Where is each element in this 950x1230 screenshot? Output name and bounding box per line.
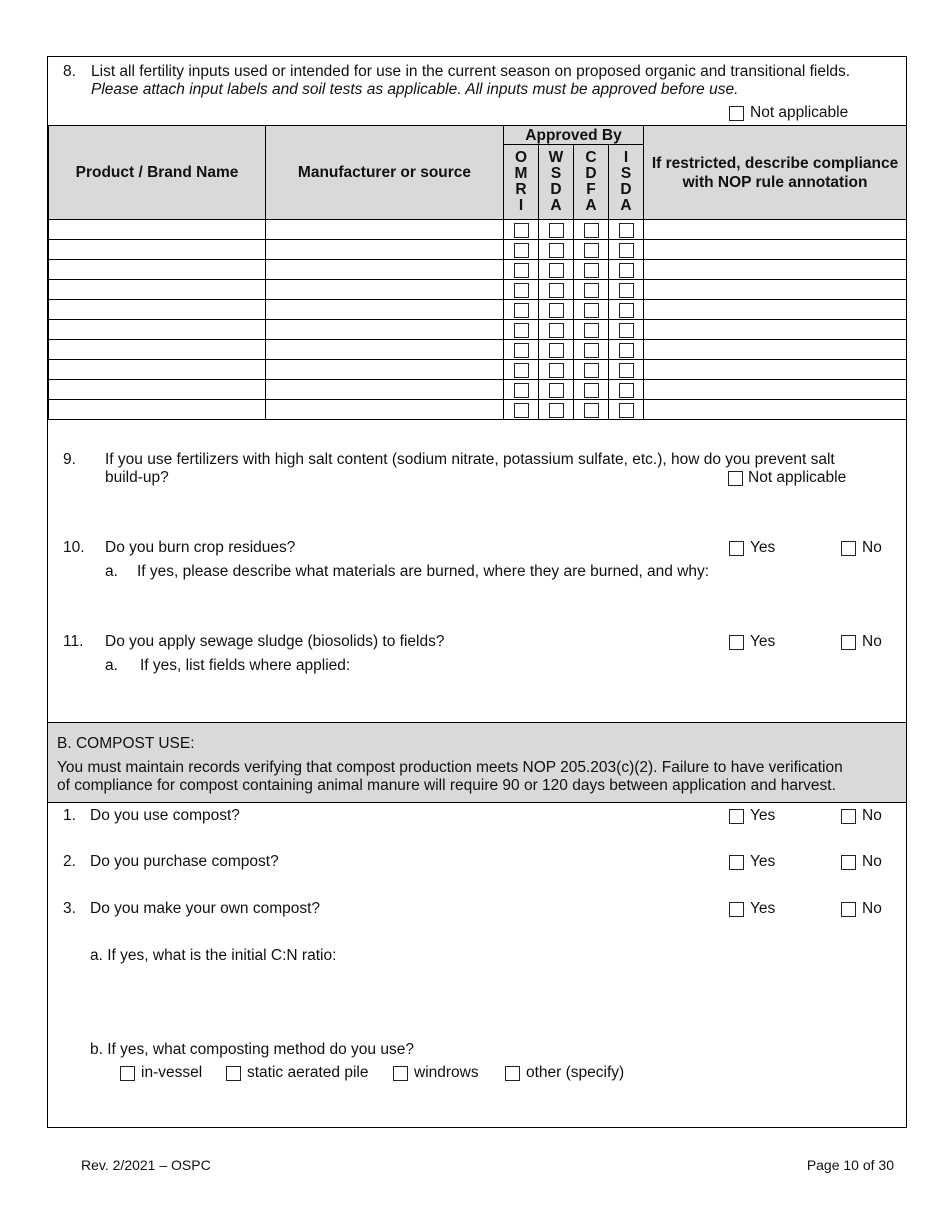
- cdfa-checkbox[interactable]: [584, 403, 599, 418]
- wsda-cell: [539, 280, 574, 300]
- footer-revision: Rev. 2/2021 – OSPC: [81, 1157, 211, 1173]
- b-q2-text: Do you purchase compost?: [90, 853, 279, 870]
- method-in-vessel-checkbox[interactable]: [120, 1066, 135, 1081]
- cdfa-checkbox[interactable]: [584, 243, 599, 258]
- wsda-cell: [539, 340, 574, 360]
- manufacturer-cell[interactable]: [266, 360, 504, 380]
- q10-no-label: No: [862, 539, 882, 556]
- q10a-text: If yes, please describe what materials are burned, where they are burned, and why:: [137, 563, 710, 580]
- omri-checkbox[interactable]: [514, 403, 529, 418]
- col-restricted-header: If restricted, describe compliance with NOP rule annotation: [644, 126, 907, 220]
- omri-cell: [504, 280, 539, 300]
- col-product-header: Product / Brand Name: [49, 126, 266, 220]
- b-q3-no-checkbox[interactable]: [841, 902, 856, 917]
- omri-cell: [504, 260, 539, 280]
- cdfa-cell: [574, 220, 609, 240]
- q9-number: 9.: [63, 451, 76, 468]
- q10-text: Do you burn crop residues?: [105, 539, 296, 556]
- table-row: [49, 380, 907, 400]
- method-other-label: other (specify): [526, 1064, 625, 1081]
- restricted-annotation-cell[interactable]: [644, 240, 907, 260]
- col-manufacturer-header: Manufacturer or source: [266, 126, 504, 220]
- b-q2-yes-label: Yes: [750, 853, 776, 870]
- isda-cell: [609, 240, 644, 260]
- product-cell[interactable]: [49, 260, 266, 280]
- table-row: [49, 220, 907, 240]
- wsda-cell: [539, 240, 574, 260]
- isda-checkbox[interactable]: [619, 263, 634, 278]
- manufacturer-cell[interactable]: [266, 240, 504, 260]
- cdfa-cell: [574, 300, 609, 320]
- isda-cell: [609, 300, 644, 320]
- omri-checkbox[interactable]: [514, 363, 529, 378]
- product-cell[interactable]: [49, 280, 266, 300]
- b-q1-no-checkbox[interactable]: [841, 809, 856, 824]
- b-q3-no-label: No: [862, 900, 882, 917]
- omri-checkbox[interactable]: [514, 303, 529, 318]
- b-q3-yes-checkbox[interactable]: [729, 902, 744, 917]
- manufacturer-cell[interactable]: [266, 340, 504, 360]
- product-cell[interactable]: [49, 360, 266, 380]
- manufacturer-cell[interactable]: [266, 380, 504, 400]
- cdfa-cell: [574, 380, 609, 400]
- q11-number: 11.: [63, 633, 84, 650]
- b-q2-number: 2.: [63, 853, 76, 870]
- restricted-annotation-cell[interactable]: [644, 220, 907, 240]
- q10-number: 10.: [63, 539, 85, 556]
- cdfa-checkbox[interactable]: [584, 283, 599, 298]
- method-static-aerated-pile-label: static aerated pile: [247, 1064, 369, 1081]
- wsda-cell: [539, 220, 574, 240]
- omri-checkbox[interactable]: [514, 343, 529, 358]
- q11a-letter: a.: [105, 657, 118, 674]
- q8-number: 8.: [63, 63, 76, 80]
- q11-text: Do you apply sewage sludge (biosolids) to fields?: [105, 633, 445, 650]
- q11-yes-checkbox[interactable]: [729, 635, 744, 650]
- agency-cdfa-header: C D F A: [574, 145, 609, 220]
- restricted-annotation-cell[interactable]: [644, 260, 907, 280]
- manufacturer-cell[interactable]: [266, 280, 504, 300]
- product-cell[interactable]: [49, 320, 266, 340]
- q11-yes-label: Yes: [750, 633, 776, 650]
- b-q3-number: 3.: [63, 900, 76, 917]
- wsda-checkbox[interactable]: [549, 363, 564, 378]
- q9-text: If you use fertilizers with high salt content (sodium nitrate, potassium sulfate, etc.), how do you prevent salt: [105, 451, 835, 468]
- cdfa-cell: [574, 400, 609, 420]
- isda-checkbox[interactable]: [619, 343, 634, 358]
- cdfa-checkbox[interactable]: [584, 363, 599, 378]
- wsda-checkbox[interactable]: [549, 343, 564, 358]
- cdfa-checkbox[interactable]: [584, 303, 599, 318]
- table-row: [49, 240, 907, 260]
- method-static-aerated-pile-checkbox[interactable]: [226, 1066, 241, 1081]
- wsda-cell: [539, 300, 574, 320]
- product-cell[interactable]: [49, 340, 266, 360]
- isda-cell: [609, 340, 644, 360]
- restricted-annotation-cell[interactable]: [644, 380, 907, 400]
- manufacturer-cell[interactable]: [266, 300, 504, 320]
- b-q2-yes-checkbox[interactable]: [729, 855, 744, 870]
- method-other-checkbox[interactable]: [505, 1066, 520, 1081]
- b-q3-text: Do you make your own compost?: [90, 900, 321, 917]
- restricted-annotation-cell[interactable]: [644, 360, 907, 380]
- omri-checkbox[interactable]: [514, 283, 529, 298]
- b-q1-yes-checkbox[interactable]: [729, 809, 744, 824]
- wsda-cell: [539, 400, 574, 420]
- q9-not-applicable-label: Not applicable: [748, 469, 847, 486]
- table-row: [49, 300, 907, 320]
- wsda-cell: [539, 380, 574, 400]
- section-b-text-line2: of compliance for compost containing animal manure will require 90 or 120 days between application and harvest.: [57, 777, 836, 794]
- agency-omri-header: O M R I: [504, 145, 539, 220]
- cdfa-checkbox[interactable]: [584, 323, 599, 338]
- restricted-annotation-cell[interactable]: [644, 320, 907, 340]
- isda-checkbox[interactable]: [619, 223, 634, 238]
- cdfa-cell: [574, 260, 609, 280]
- isda-checkbox[interactable]: [619, 383, 634, 398]
- wsda-checkbox[interactable]: [549, 283, 564, 298]
- omri-cell: [504, 240, 539, 260]
- product-cell[interactable]: [49, 400, 266, 420]
- isda-cell: [609, 400, 644, 420]
- wsda-checkbox[interactable]: [549, 403, 564, 418]
- product-cell[interactable]: [49, 220, 266, 240]
- manufacturer-cell[interactable]: [266, 260, 504, 280]
- table-row: [49, 400, 907, 420]
- footer-page-number: Page 10 of 30: [806, 1157, 894, 1173]
- table-row: [49, 280, 907, 300]
- isda-checkbox[interactable]: [619, 283, 634, 298]
- isda-cell: [609, 360, 644, 380]
- q9-not-applicable-checkbox[interactable]: [728, 471, 743, 486]
- b-q3-yes-label: Yes: [750, 900, 776, 917]
- isda-cell: [609, 260, 644, 280]
- q8-text: List all fertility inputs used or intended for use in the current season on proposed organic and transitional fields.: [91, 63, 851, 80]
- b-q1-text: Do you use compost?: [90, 807, 240, 824]
- table-row: [49, 360, 907, 380]
- omri-checkbox[interactable]: [514, 243, 529, 258]
- wsda-cell: [539, 320, 574, 340]
- q10-yes-checkbox[interactable]: [729, 541, 744, 556]
- q11-no-checkbox[interactable]: [841, 635, 856, 650]
- q9-text-continued: build-up?: [105, 469, 169, 486]
- product-cell[interactable]: [49, 300, 266, 320]
- method-windrows-label: windrows: [414, 1064, 479, 1081]
- isda-cell: [609, 220, 644, 240]
- agency-isda-header: I S D A: [609, 145, 644, 220]
- wsda-cell: [539, 360, 574, 380]
- q11a-text: If yes, list fields where applied:: [140, 657, 351, 674]
- q10-yes-label: Yes: [750, 539, 776, 556]
- restricted-annotation-cell[interactable]: [644, 400, 907, 420]
- omri-checkbox[interactable]: [514, 383, 529, 398]
- omri-cell: [504, 300, 539, 320]
- omri-cell: [504, 340, 539, 360]
- cdfa-checkbox[interactable]: [584, 263, 599, 278]
- restricted-annotation-cell[interactable]: [644, 340, 907, 360]
- wsda-checkbox[interactable]: [549, 223, 564, 238]
- isda-checkbox[interactable]: [619, 363, 634, 378]
- isda-checkbox[interactable]: [619, 243, 634, 258]
- table-row: [49, 320, 907, 340]
- cdfa-checkbox[interactable]: [584, 343, 599, 358]
- cdfa-cell: [574, 280, 609, 300]
- q11-no-label: No: [862, 633, 882, 650]
- omri-cell: [504, 380, 539, 400]
- wsda-checkbox[interactable]: [549, 383, 564, 398]
- wsda-cell: [539, 260, 574, 280]
- q10-no-checkbox[interactable]: [841, 541, 856, 556]
- restricted-annotation-cell[interactable]: [644, 300, 907, 320]
- omri-cell: [504, 360, 539, 380]
- product-cell[interactable]: [49, 240, 266, 260]
- omri-cell: [504, 220, 539, 240]
- cdfa-cell: [574, 360, 609, 380]
- section-b-title: B. COMPOST USE:: [57, 735, 195, 752]
- b-q3b-text: b. If yes, what composting method do you use?: [90, 1041, 414, 1058]
- b-q1-number: 1.: [63, 807, 76, 824]
- q8-note: Please attach input labels and soil tests as applicable. All inputs must be approved before use.: [91, 81, 739, 98]
- wsda-checkbox[interactable]: [549, 303, 564, 318]
- wsda-checkbox[interactable]: [549, 323, 564, 338]
- product-cell[interactable]: [49, 380, 266, 400]
- cdfa-cell: [574, 340, 609, 360]
- isda-checkbox[interactable]: [619, 303, 634, 318]
- b-q3a-text: a. If yes, what is the initial C:N ratio:: [90, 947, 337, 964]
- method-windrows-checkbox[interactable]: [393, 1066, 408, 1081]
- fertility-inputs-table: [48, 125, 907, 420]
- omri-cell: [504, 400, 539, 420]
- manufacturer-cell[interactable]: [266, 400, 504, 420]
- b-q2-no-checkbox[interactable]: [841, 855, 856, 870]
- wsda-checkbox[interactable]: [549, 263, 564, 278]
- b-q2-no-label: No: [862, 853, 882, 870]
- omri-checkbox[interactable]: [514, 263, 529, 278]
- cdfa-cell: [574, 320, 609, 340]
- b-q1-yes-label: Yes: [750, 807, 776, 824]
- cdfa-cell: [574, 240, 609, 260]
- form-frame: [47, 56, 907, 1128]
- table-row: [49, 260, 907, 280]
- approved-by-header: Approved By: [504, 126, 644, 145]
- b-q1-no-label: No: [862, 807, 882, 824]
- manufacturer-cell[interactable]: [266, 220, 504, 240]
- omri-checkbox[interactable]: [514, 223, 529, 238]
- isda-cell: [609, 280, 644, 300]
- section-b-text-line1: You must maintain records verifying that compost production meets NOP 205.203(c)(2). Failure to have verification: [57, 759, 843, 776]
- omri-checkbox[interactable]: [514, 323, 529, 338]
- isda-checkbox[interactable]: [619, 403, 634, 418]
- isda-cell: [609, 320, 644, 340]
- q8-not-applicable-checkbox[interactable]: [729, 106, 744, 121]
- section-b-header: [48, 722, 906, 803]
- q8-not-applicable-label: Not applicable: [750, 104, 849, 121]
- isda-checkbox[interactable]: [619, 323, 634, 338]
- q10a-letter: a.: [105, 563, 118, 580]
- restricted-annotation-cell[interactable]: [644, 280, 907, 300]
- cdfa-checkbox[interactable]: [584, 383, 599, 398]
- agency-wsda-header: W S D A: [539, 145, 574, 220]
- manufacturer-cell[interactable]: [266, 320, 504, 340]
- table-row: [49, 340, 907, 360]
- isda-cell: [609, 380, 644, 400]
- omri-cell: [504, 320, 539, 340]
- cdfa-checkbox[interactable]: [584, 223, 599, 238]
- method-in-vessel-label: in-vessel: [141, 1064, 203, 1081]
- wsda-checkbox[interactable]: [549, 243, 564, 258]
